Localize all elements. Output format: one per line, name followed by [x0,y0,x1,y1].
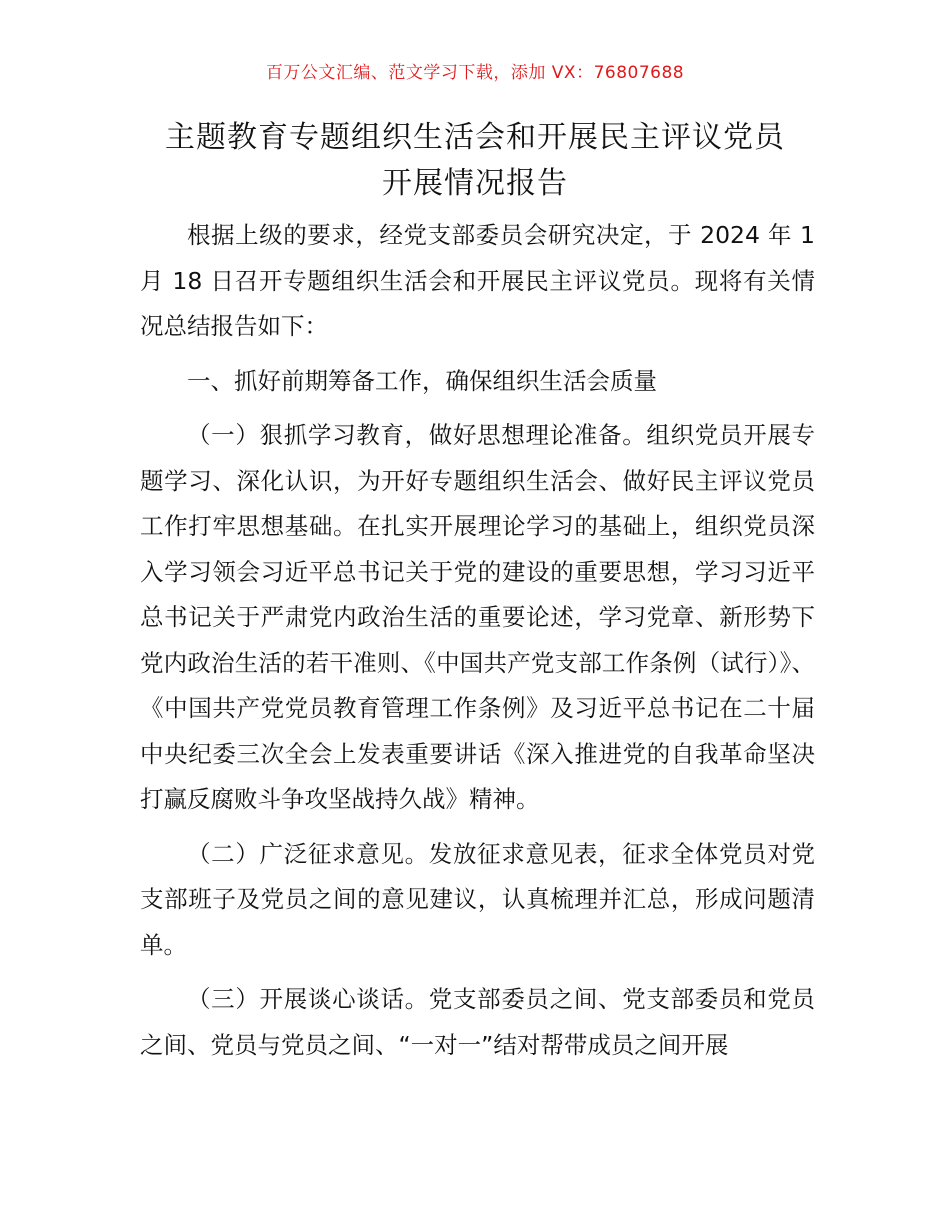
title-line-1: 主题教育专题组织生活会和开展民主评议党员 [165,120,785,155]
section-heading-1: 一、抓好前期筹备工作，确保组织生活会质量 [187,366,657,395]
title-line-2: 开展情况报告 [382,166,568,201]
paragraph-item-3: （三）开展谈心谈话。党支部委员之间、党支部委员和党员之间、党员与党员之间、“一对一”结对帮带成员之间开展 [140,985,815,1059]
paragraph-item-1: （一）狠抓学习教育，做好思想理论准备。组织党员开展专题学习、深化认识，为开好专题组织生活会、做好民主评议党员工作打牢思想基础。在扎实开展理论学习的基础上，组织党员深入学习领会习近平总书记关于党的建设的重要思想，学习习近平总书记关于严肃党内政治生活的重要论述，学习党章、新形势下党内政治生活的若干准则、《中国共产党支部工作条例（试行）》、《中国共产党党员教育管理工作条例》及习近平总书记在二十届中央纪委三次全会上发表重要讲话《深入推进党的自我革命坚决打赢反腐败斗争攻坚战持久战》精神。 [140,421,815,813]
document-body [140,213,815,1068]
document-title [60,115,890,207]
promo-header: 百万公文汇编、范文学习下载，添加 VX：76807688 [265,63,685,83]
paragraph-item-2: （二）广泛征求意见。发放征求意见表，征求全体党员对党支部班子及党员之间的意见建议，认真梳理并汇总，形成问题清单。 [140,839,815,959]
paragraph-intro: 根据上级的要求，经党支部委员会研究决定，于 2024 年 1 月 18 日召开专题组织生活会和开展民主评议党员。现将有关情况总结报告如下： [140,221,815,340]
